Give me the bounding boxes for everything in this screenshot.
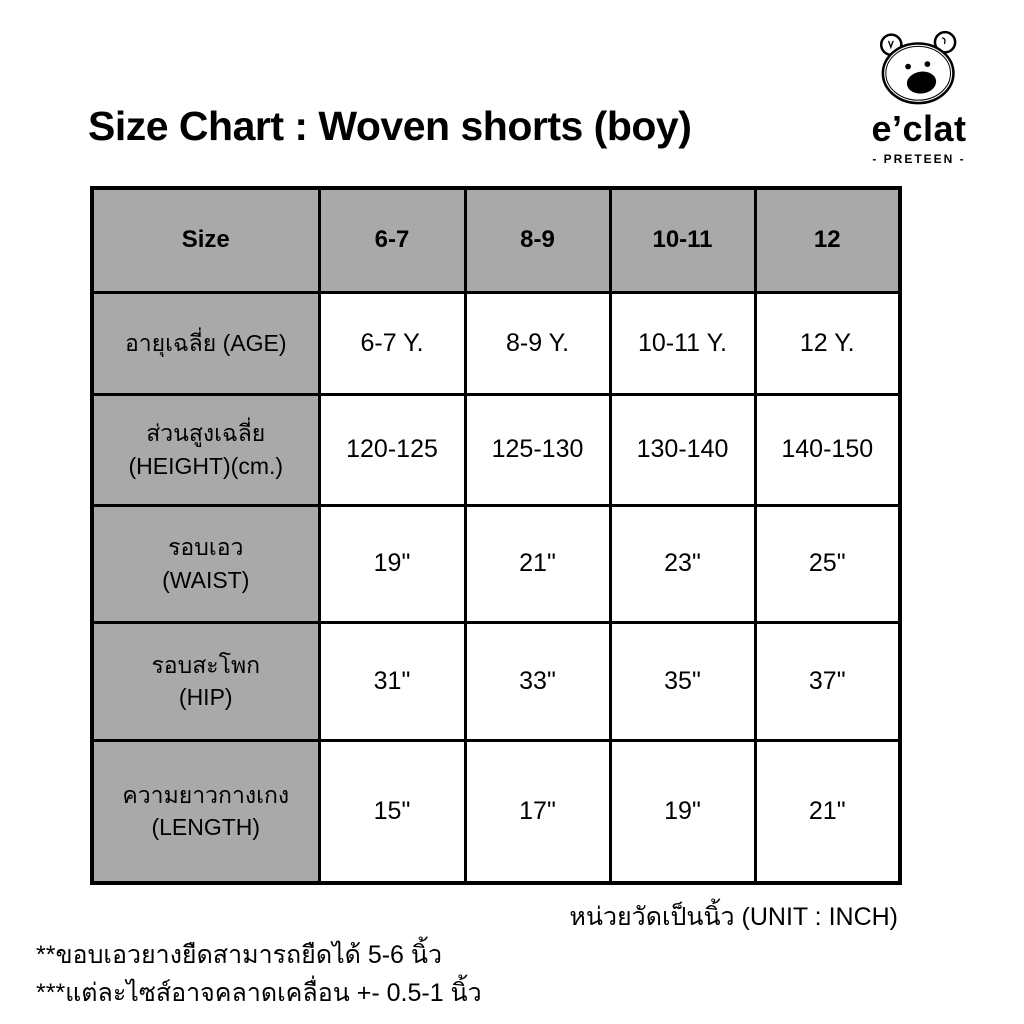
value-cell-height-10-11: 130-140 xyxy=(610,394,755,505)
value-cell-waist-12: 25" xyxy=(755,505,900,622)
row-label-length xyxy=(92,740,319,883)
table-row-height xyxy=(92,394,900,505)
value-cell-hip-10-11: 35" xyxy=(610,622,755,740)
value-cell-length-12: 21" xyxy=(755,740,900,883)
brand-name: e’clat xyxy=(871,108,967,149)
value-cell-age-12: 12 Y. xyxy=(755,292,900,394)
row-label-line: รอบสะโพก xyxy=(151,651,261,678)
row-label-line: ความยาวกางเกง xyxy=(122,782,290,809)
brand-logo xyxy=(840,26,998,166)
page-title: Size Chart : Woven shorts (boy) xyxy=(88,103,692,149)
table-row-hip xyxy=(92,622,900,740)
value-cell-age-10-11: 10-11 Y. xyxy=(610,292,755,394)
column-header-size-12: 12 xyxy=(755,188,900,292)
column-header-size-10-11: 10-11 xyxy=(610,188,755,292)
bear-face-icon xyxy=(877,26,961,108)
row-label-line: รอบเอว xyxy=(168,534,244,561)
table-header-row xyxy=(92,188,900,292)
table-row-waist xyxy=(92,505,900,622)
value-cell-hip-12: 37" xyxy=(755,622,900,740)
row-label-line: (WAIST) xyxy=(162,566,250,593)
value-cell-height-12: 140-150 xyxy=(755,394,900,505)
value-cell-waist-6-7: 19" xyxy=(319,505,465,622)
row-label-line: ส่วนสูงเฉลี่ย xyxy=(146,420,266,447)
footnote-stretch: **ขอบเอวยางยืดสามารถยืดได้ 5-6 นิ้ว xyxy=(36,941,443,969)
row-label-line: (HIP) xyxy=(178,684,233,710)
table-row-length xyxy=(92,740,900,883)
value-cell-waist-8-9: 21" xyxy=(465,505,610,622)
column-header-size-6-7: 6-7 xyxy=(319,188,465,292)
footnotes xyxy=(36,936,482,1012)
row-label-line: (LENGTH) xyxy=(151,814,261,841)
row-label-line: (HEIGHT)(cm.) xyxy=(128,452,284,479)
value-cell-waist-10-11: 23" xyxy=(610,505,755,622)
value-cell-age-6-7: 6-7 Y. xyxy=(319,292,465,394)
table-row-age xyxy=(92,292,900,394)
value-cell-length-6-7: 15" xyxy=(319,740,465,883)
value-cell-length-10-11: 19" xyxy=(610,740,755,883)
value-cell-hip-6-7: 31" xyxy=(319,622,465,740)
footnote-tolerance: ***แต่ละไซส์อาจคลาดเคลื่อน +- 0.5-1 นิ้ว xyxy=(36,979,482,1007)
brand-tagline: - PRETEEN - xyxy=(872,151,966,166)
row-label-height xyxy=(92,394,319,505)
unit-note: หน่วยวัดเป็นนิ้ว (UNIT : INCH) xyxy=(569,903,898,931)
value-cell-age-8-9: 8-9 Y. xyxy=(465,292,610,394)
row-label-hip xyxy=(92,622,319,740)
row-label-line: อายุเฉลี่ย (AGE) xyxy=(124,329,287,356)
value-cell-hip-8-9: 33" xyxy=(465,622,610,740)
column-header-size: Size xyxy=(92,188,319,292)
value-cell-length-8-9: 17" xyxy=(465,740,610,883)
value-cell-height-8-9: 125-130 xyxy=(465,394,610,505)
row-label-age xyxy=(92,292,319,394)
column-header-size-8-9: 8-9 xyxy=(465,188,610,292)
value-cell-height-6-7: 120-125 xyxy=(319,394,465,505)
size-chart-table xyxy=(90,186,902,885)
row-label-waist xyxy=(92,505,319,622)
